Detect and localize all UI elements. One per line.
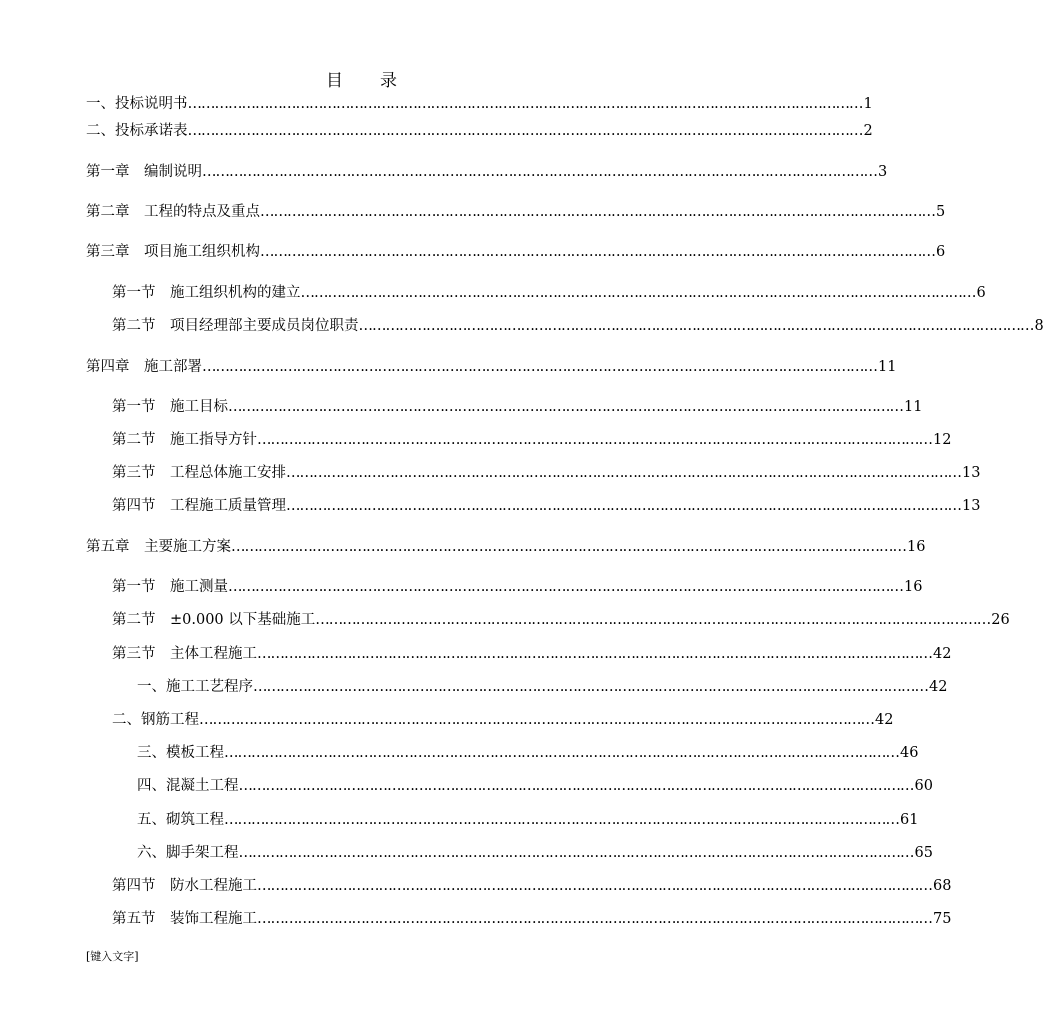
toc-entry-page: 11 [878,359,897,375]
toc-entry-label: 第二章 工程的特点及重点 [86,204,260,220]
toc-entry-page: 68 [933,878,952,894]
toc-leader: …………………………………………………………………………………………………………………………………… [286,465,961,481]
toc-entry-label: 第三节 主体工程施工 [112,646,257,662]
toc-leader: …………………………………………………………………………………………………………………………………… [260,204,935,220]
toc-entry-label: 第一章 编制说明 [86,164,202,180]
toc-entry-label: 第一节 施工目标 [112,399,228,415]
toc-entry-label: 二、投标承诺表 [86,123,188,139]
toc-entry-label: 第四章 施工部署 [86,359,202,375]
toc-leader: …………………………………………………………………………………………………………………………………… [199,712,874,728]
toc-leader: …………………………………………………………………………………………………………………………………… [187,123,863,139]
toc-leader: …………………………………………………………………………………………………………………………………… [257,432,932,448]
toc-entry [137,843,933,863]
toc-entry-label: 五、砌筑工程 [137,812,224,828]
toc-entry-page: 13 [962,498,981,514]
toc-entry [137,743,919,763]
toc-entry-page: 65 [914,845,933,861]
toc-entry-page: 8 [1034,318,1044,334]
toc-leader: …………………………………………………………………………………………………………………………………… [228,399,903,415]
toc-entry-page: 75 [933,911,952,927]
toc-entry-page: 6 [936,244,946,260]
toc-entry-page: 42 [933,646,952,662]
toc-entry-label: 六、脚手架工程 [137,845,239,861]
toc-entry [86,242,946,262]
toc-entry-page: 13 [962,465,981,481]
toc-entry-label: 第一节 施工组织机构的建立 [112,285,301,301]
toc-title: 目 录 [326,71,398,91]
toc-leader: …………………………………………………………………………………………………………………………………… [300,285,976,301]
toc-entry-page: 3 [878,164,888,180]
toc-entry-label: 第五章 主要施工方案 [86,539,231,555]
toc-leader: …………………………………………………………………………………………………………………………………… [315,612,991,628]
toc-leader: …………………………………………………………………………………………………………………………………… [228,579,903,595]
toc-entry [112,430,952,450]
toc-entry-label: 第四节 工程施工质量管理 [112,498,286,514]
toc-leader: …………………………………………………………………………………………………………………………………… [231,539,906,555]
toc-leader: …………………………………………………………………………………………………………………………………… [238,845,914,861]
toc-entry-label: 一、施工工艺程序 [137,679,253,695]
toc-leader: …………………………………………………………………………………………………………………………………… [257,911,932,927]
toc-entry [137,677,948,697]
toc-entry [112,710,894,730]
toc-entry-page: 46 [900,745,919,761]
toc-leader: …………………………………………………………………………………………………………………………………… [238,778,914,794]
toc-entry [112,644,952,664]
toc-entry-label: 二、钢筋工程 [112,712,199,728]
toc-leader: …………………………………………………………………………………………………………………………………… [202,359,877,375]
toc-entry [86,537,926,557]
toc-entry [112,463,981,483]
toc-entry-label: 第三节 工程总体施工安排 [112,465,286,481]
toc-entry-page: 42 [929,679,948,695]
toc-entry [112,316,1044,336]
toc-entry [86,94,873,114]
toc-entry [86,121,873,141]
toc-entry-page: 6 [976,285,986,301]
toc-leader: …………………………………………………………………………………………………………………………………… [202,164,877,180]
toc-entry-page: 11 [904,399,923,415]
toc-entry-label: 第二节 施工指导方针 [112,432,257,448]
toc-entry [86,202,946,222]
toc-entry [137,776,933,796]
toc-entry-page: 5 [936,204,946,220]
toc-entry [86,357,897,377]
toc-entry [112,496,981,516]
toc-entry-label: 四、混凝土工程 [137,778,239,794]
toc-entry-label: 第五节 装饰工程施工 [112,911,257,927]
toc-entry [112,397,923,417]
toc-entry-page: 16 [907,539,926,555]
footer-placeholder: [键入文字] [86,950,139,963]
toc-entry-page: 61 [900,812,919,828]
toc-entry [112,577,923,597]
toc-entry [86,162,888,182]
toc-entry-page: 1 [863,96,873,112]
toc-entry [112,610,1010,630]
toc-leader: …………………………………………………………………………………………………………………………………… [257,646,932,662]
toc-leader: …………………………………………………………………………………………………………………………………… [286,498,961,514]
toc-leader: …………………………………………………………………………………………………………………………………… [253,679,928,695]
toc-entry [112,876,952,896]
toc-entry-page: 16 [904,579,923,595]
toc-leader: …………………………………………………………………………………………………………………………………… [260,244,935,260]
toc-entry-label: 一、投标说明书 [86,96,188,112]
toc-entry-label: 第三章 项目施工组织机构 [86,244,260,260]
toc-entry-page: 26 [991,612,1010,628]
toc-leader: …………………………………………………………………………………………………………………………………… [257,878,932,894]
toc-leader: …………………………………………………………………………………………………………………………………… [187,96,863,112]
toc-entry [112,909,952,929]
toc-entry-label: 第一节 施工测量 [112,579,228,595]
toc-entry-page: 42 [875,712,894,728]
toc-entry-label: 第二节 项目经理部主要成员岗位职责 [112,318,359,334]
toc-entry [112,283,986,303]
toc-leader: …………………………………………………………………………………………………………………………………… [224,745,899,761]
toc-entry-label: 第二节 ±0.000 以下基础施工 [112,612,316,628]
toc-entry-page: 12 [933,432,952,448]
toc-entry-page: 60 [914,778,933,794]
toc-entry-label: 第四节 防水工程施工 [112,878,257,894]
toc-leader: …………………………………………………………………………………………………………………………………… [224,812,899,828]
toc-entry-label: 三、模板工程 [137,745,224,761]
toc-entry-page: 2 [863,123,873,139]
toc-leader: …………………………………………………………………………………………………………………………………… [358,318,1034,334]
toc-entry [137,810,919,830]
